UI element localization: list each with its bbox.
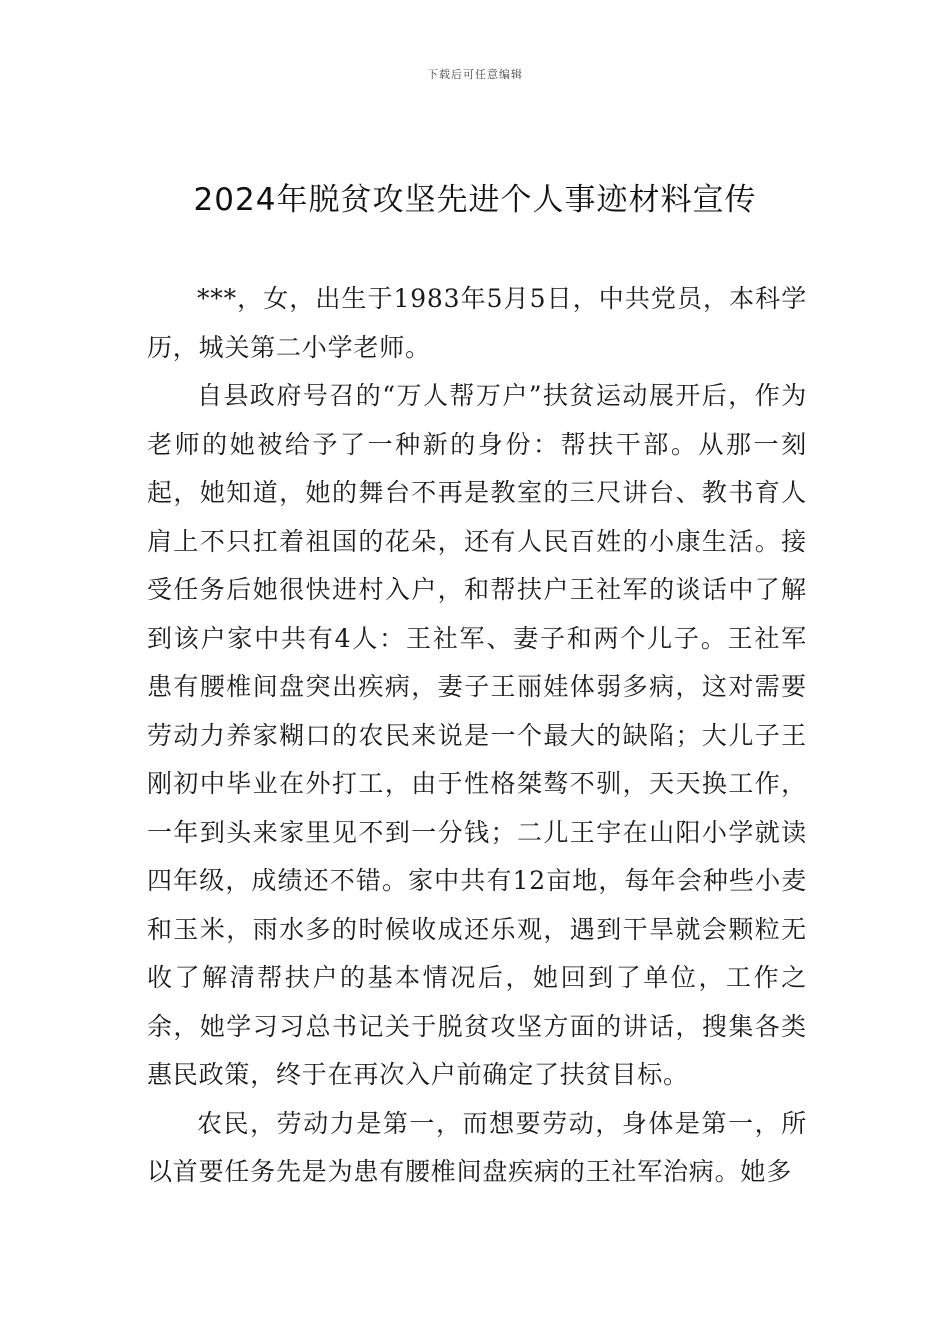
paragraph-assistance: 自县政府号召的“万人帮万户”扶贫运动展开后，作为老师的她被给予了一种新的身份：帮扶干部。从那一刻起，她知道，她的舞台不再是教室的三尺讲台、教书育人肩上不只扛着祖国的花朵，还有人民百姓的小康生活。接受任务后她很快进村入户，和帮扶户王社军的谈话中了解到该户家中共有4人：王社军、妻子和两个儿子。王社军患有腰椎间盘突出疾病，妻子王丽娃体弱多病，这对需要劳动力养家糊口的农民来说是一个最大的缺陷；大儿子王刚初中毕业在外打工，由于性格桀骜不驯，天天换工作，一年到头来家里见不到一分钱；二儿王宇在山阳小学就读四年级，成绩还不错。家中共有12亩地，每年会种些小麦和玉米，雨水多的时候收成还乐观，遇到干旱就会颗粒无收了解清帮扶户的基本情况后，她回到了单位，工作之余，她学习习总书记关于脱贫攻坚方面的讲话，搜集各类惠民政策，终于在再次入户前确定了扶贫目标。 [147, 381, 807, 1089]
document-title: 2024年脱贫攻坚先进个人事迹材料宣传 [193, 182, 757, 218]
paragraph-labor: 农民，劳动力是第一，而想要劳动，身体是第一，所以首要任务先是为患有腰椎间盘疾病的王社军治病。她多 [147, 1108, 807, 1186]
header-note: 下载后可任意编辑 [427, 68, 523, 81]
paragraph-intro: ***，女，出生于1983年5月5日，中共党员，本科学历，城关第二小学老师。 [147, 284, 807, 362]
document-body [147, 275, 807, 1197]
